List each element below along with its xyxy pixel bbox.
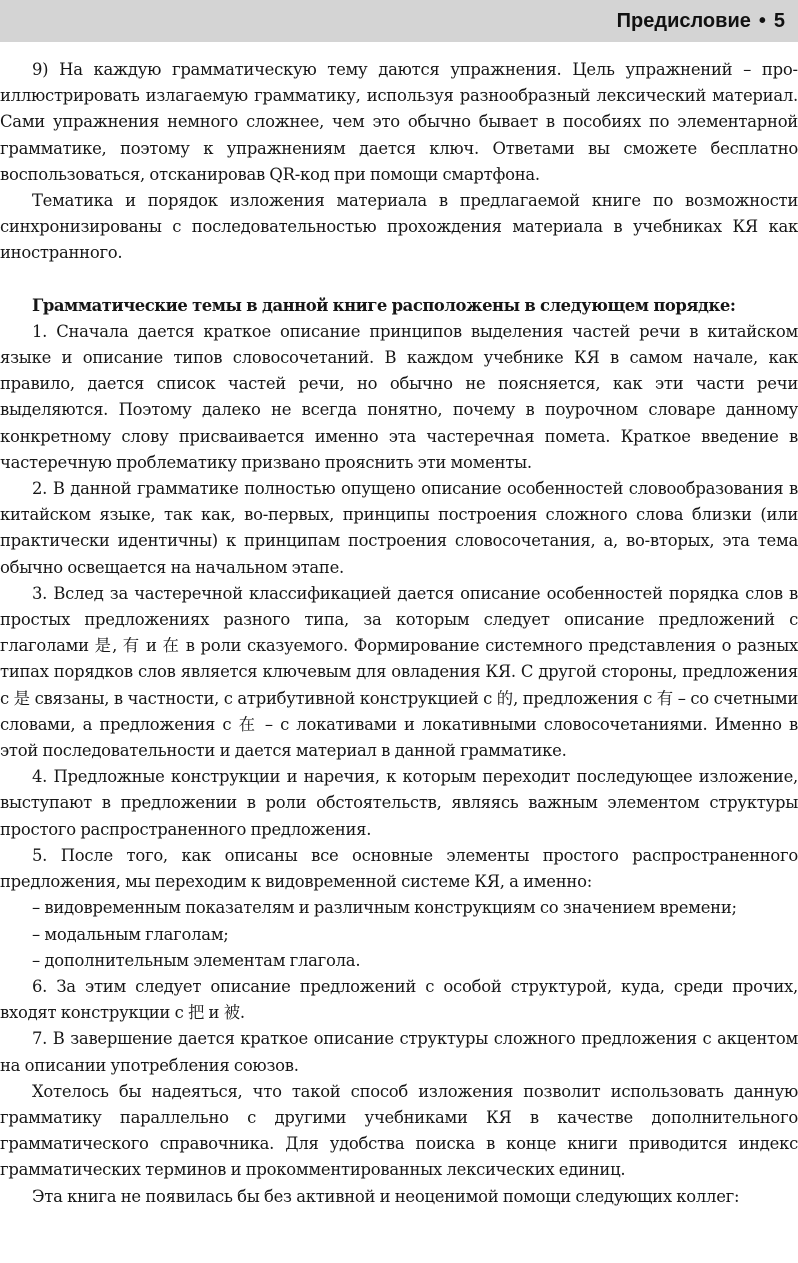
paragraph-item-1: 1. Сначала дается краткое описание принципов выделения частей речи в китайском языке и описание типов словосочетаний. В каждом учебнике КЯ в самом начале, как правило, дается список частей речи, но обычно не поясняется, как эти части речи выделяются. Поэтому далеко не всегда понятно, почему в поурочном словаре данному конкретному слову присваивается именно эта частеречная помета. Краткое введение в частеречную проблематику призвано прояснить эти моменты. [0,321,798,472]
list-item-aspect-markers: – видовременным показателям и различным конструкциям со значением времени; [32,898,737,918]
paragraph-item-7: 7. В завершение дается краткое описание структуры сложного предложения с акцентом на описании употребления союзов. [0,1029,798,1075]
paragraph-item-3: 3. Вслед за частеречной классификацией дается описание особенностей порядка слов в простых предложениях разного типа, за которым следует описание предложений с глаголами 是, 有 и 在 в роли сказуемого. Формирование системного представления о разных типах порядков слов является ключевым для овладения КЯ. С другой стороны, предложения с 是 связаны, в частности, с атрибутивной конструкцией с 的, предложения с 有 – со счетными словами, а предложения с 在 – с локативами и локативными словосочетаниями. Именно в этой последовательности и дается материал в данной грамматике. [0,583,798,761]
list-item-verb-complements: – дополнительным элементам глагола. [32,950,361,970]
paragraph-acknowledgements: Эта книга не появилась бы без активной и неоценимой помощи следующих коллег: [32,1186,740,1206]
header-bullet: • [758,10,766,32]
page-body [0,57,798,1210]
paragraph-item-6: 6. За этим следует описание предложений с особой структурой, куда, среди прочих, входят конструкции с 把 и 被. [0,976,798,1023]
section-title: Предисловие [616,10,751,32]
paragraph-item-5: 5. После того, как описаны все основные элементы простого распространенного предложения, мы переходим к видовременной системе КЯ, а именно: [0,845,798,892]
paragraph-item-2: 2. В данной грамматике полностью опущено описание особенностей словообразования в китайском языке, так как, во-первых, принципы построения сложного слова близки (или практически идентичны) к принципам построения словосочетания, а, во-вторых, эта тема обычно освещается на начальном этапе. [0,479,798,577]
running-header [0,0,798,42]
running-header-text [617,8,785,34]
paragraph-exercises: 9) На каждую грамматическую тему даются упражнения. Цель упражнений – проиллюстрировать излагаемую грамматику, используя разнообразный лексический материал. Сами упражнения немного сложнее, чем это обычно бывает в пособиях по элементарной грамматике, поэтому к упражнениям дается ключ. Ответами вы сможете бесплатно воспользоваться, отсканировав QR-код при помощи смартфона. [0,60,798,184]
paragraph-hope: Хотелось бы надеяться, что такой способ изложения позволит использовать данную грамматику параллельно с другими учебниками КЯ в качестве дополнительного грамматического справочника. Для удобства поиска в конце книги приводится индекс грамматических терминов и прокомментированных лексических единиц. [0,1081,798,1180]
page-number: 5 [773,10,785,32]
paragraph-item-4: 4. Предложные конструкции и наречия, к которым переходит последующее изложение, выступают в предложении в роли обстоятельств, являясь важным элементом структуры простого распространенного предложения. [0,767,798,839]
list-item-modal-verbs: – модальным глаголам; [32,924,229,944]
section-heading: Грамматические темы в данной книге расположены в следующем порядке: [32,295,736,315]
paragraph-topics-order: Тематика и порядок изложения материала в предлагаемой книге по возможности синхронизированы с последовательностью прохождения материала в учебниках КЯ как иностранного. [0,191,798,263]
